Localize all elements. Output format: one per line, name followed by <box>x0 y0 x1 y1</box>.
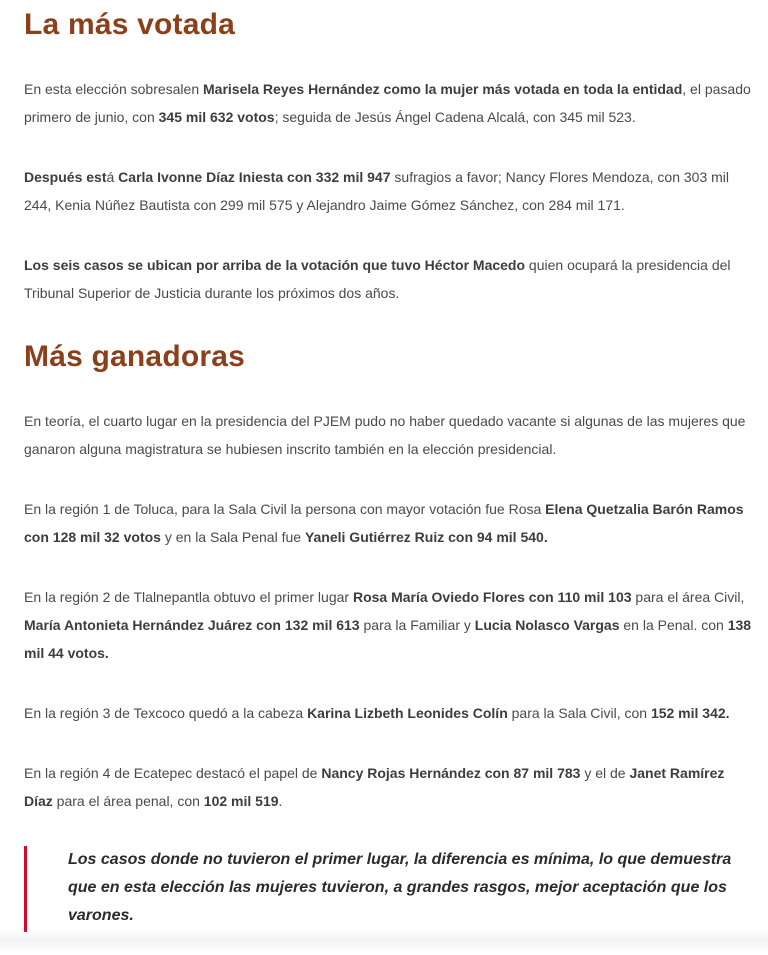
text-run: En la región 3 de Texcoco quedó a la cabeza <box>24 705 308 721</box>
paragraph <box>24 495 752 551</box>
paragraph <box>24 251 752 307</box>
text-run: en la Penal. con <box>619 617 728 633</box>
bottom-fade <box>0 930 768 955</box>
bold-text: Yaneli Gutiérrez Ruiz con 94 mil 540. <box>304 529 548 545</box>
text-run: para la Sala Civil, con <box>507 705 651 721</box>
bold-text: 102 mil 519 <box>203 793 279 809</box>
pull-quote <box>24 846 747 932</box>
text-run: para el área Civil, <box>631 589 745 605</box>
bold-text: María Antonieta Hernández Juárez con 132 mil 613 <box>24 617 360 633</box>
bold-text: Marisela Reyes Hernández como la mujer más votada en toda la entidad <box>203 81 683 97</box>
section-heading-mas-ganadoras: Más ganadoras <box>24 340 246 373</box>
text-run: , el pasado primero de junio, con <box>24 81 751 125</box>
bold-text: Janet Ramírez Díaz <box>24 765 725 809</box>
paragraph <box>24 407 752 463</box>
text-run: para el área penal, con <box>52 793 204 809</box>
paragraph <box>24 699 752 727</box>
text-run: á <box>106 169 119 185</box>
bold-text: Después est <box>24 169 107 185</box>
bold-text: Rosa María Oviedo Flores con 110 mil 103 <box>352 589 632 605</box>
paragraph <box>24 163 752 219</box>
section-heading-la-mas-votada: La más votada <box>24 8 236 41</box>
text-run: En la región 1 de Toluca, para la Sala Civil la persona con mayor votación fue Rosa <box>24 501 546 517</box>
text-run: En la región 4 de Ecatepec destacó el papel de <box>24 765 322 781</box>
bold-text: Lucia Nolasco Vargas <box>474 617 620 633</box>
bold-text: Carla Ivonne Díaz Iniesta con 332 mil 947 <box>118 169 391 185</box>
bold-text: Nancy Rojas Hernández con 87 mil 783 <box>321 765 581 781</box>
text-run: sufragios a favor; Nancy Flores Mendoza, con 303 mil 244, Kenia Núñez Bautista con 299 mil 575 y Alejandro Jaime Gómez Sánchez, con 284 mil 171. <box>24 169 730 213</box>
paragraph <box>24 75 752 131</box>
bold-text: Karina Lizbeth Leonides Colín <box>307 705 508 721</box>
paragraph <box>24 759 752 815</box>
bold-text: Elena Quetzalia Barón Ramos con 128 mil 32 votos <box>24 501 744 545</box>
text-run: para la Familiar y <box>359 617 475 633</box>
text-run: En teoría, el cuarto lugar en la presidencia del PJEM pudo no haber quedado vacante si algunas de las mujeres que ganaron alguna magistratura se hubiesen inscrito también en la elección presidencial. <box>24 413 746 457</box>
text-run: y el de <box>580 765 630 781</box>
bold-text: Los seis casos se ubican por arriba de la votación que tuvo Héctor Macedo <box>24 257 526 273</box>
bold-text: 138 mil 44 votos. <box>24 617 752 661</box>
paragraph <box>24 583 752 667</box>
text-run: En la región 2 de Tlalnepantla obtuvo el primer lugar <box>24 589 353 605</box>
pull-quote-text: Los casos donde no tuvieron el primer lugar, la diferencia es mínima, lo que demuestra que en esta elección las mujeres tuvieron, a grandes rasgos, mejor aceptación que los varones. <box>68 851 732 924</box>
bold-text: 152 mil 342. <box>650 705 730 721</box>
text-run: y en la Sala Penal fue <box>160 529 305 545</box>
text-run: . <box>278 793 283 809</box>
text-run: ; seguida de Jesús Ángel Cadena Alcalá, con 345 mil 523. <box>274 109 636 125</box>
text-run: quien ocupará la presidencia del Tribunal Superior de Justicia durante los próximos dos años. <box>24 257 731 301</box>
bold-text: 345 mil 632 votos <box>158 109 275 125</box>
text-run: En esta elección sobresalen <box>24 81 203 97</box>
